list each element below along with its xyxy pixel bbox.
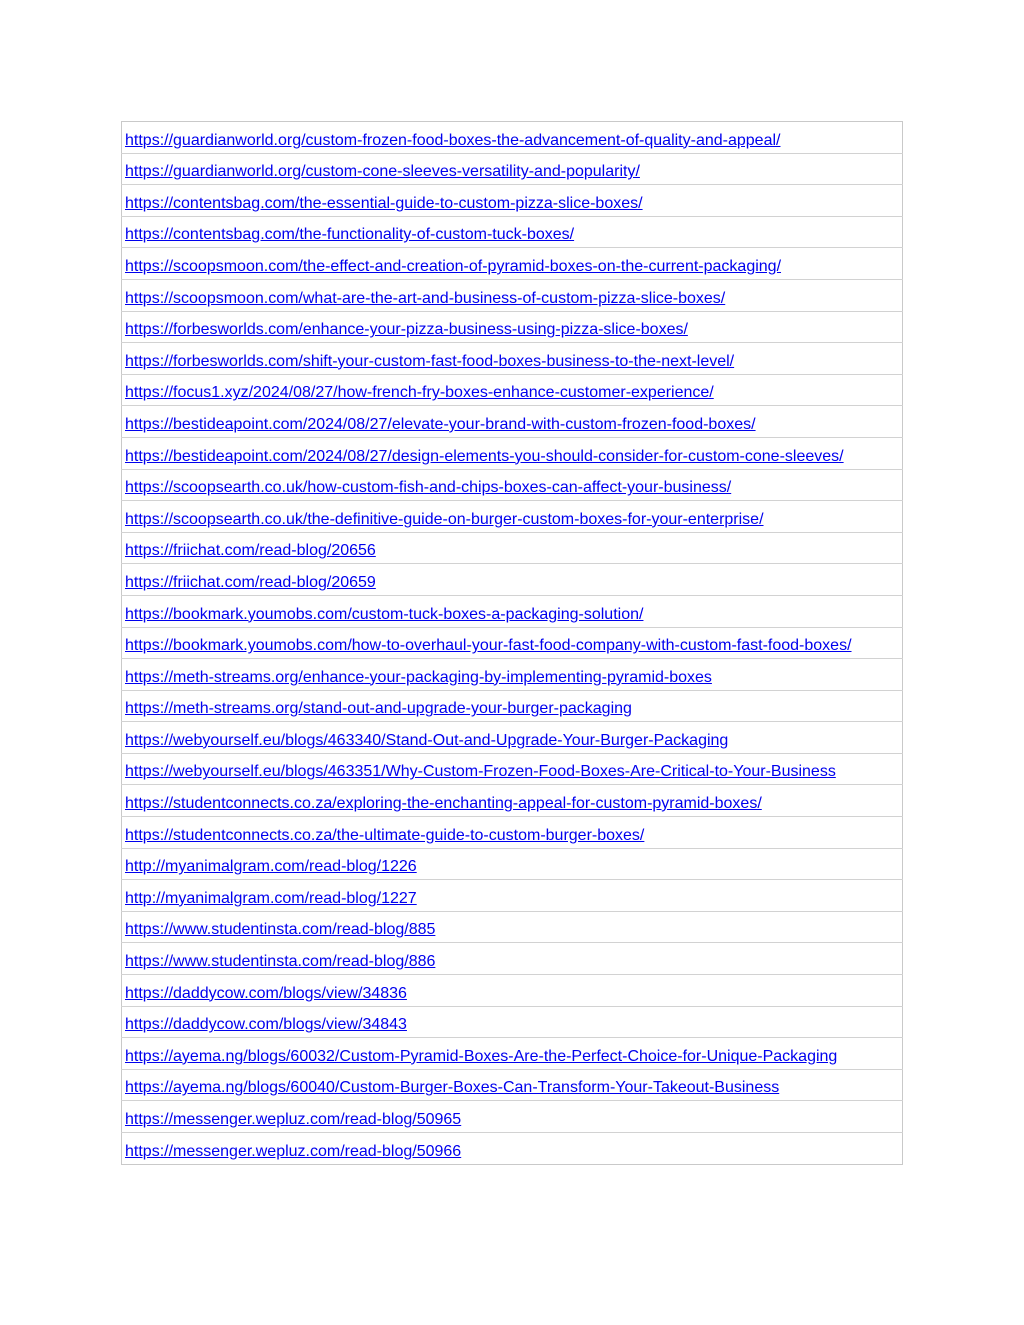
table-row xyxy=(122,248,903,280)
table-row xyxy=(122,880,903,912)
table-cell xyxy=(122,911,903,943)
link-9[interactable]: https://bestideapoint.com/2024/08/27/elevate-your-brand-with-custom-frozen-food-boxes/ xyxy=(125,415,756,433)
table-cell xyxy=(122,1101,903,1133)
table-cell xyxy=(122,1133,903,1165)
link-5[interactable]: https://scoopsmoon.com/what-are-the-art-and-business-of-custom-pizza-slice-boxes/ xyxy=(125,289,726,307)
table-row xyxy=(122,785,903,817)
table-cell xyxy=(122,406,903,438)
table-row xyxy=(122,216,903,248)
table-row xyxy=(122,753,903,785)
table-cell xyxy=(122,1069,903,1101)
table-cell xyxy=(122,343,903,375)
table-cell xyxy=(122,469,903,501)
link-16[interactable]: https://bookmark.youmobs.com/how-to-overhaul-your-fast-food-company-with-custom-fast-food-boxes/ xyxy=(125,637,852,655)
link-4[interactable]: https://scoopsmoon.com/the-effect-and-creation-of-pyramid-boxes-on-the-current-packaging/ xyxy=(125,257,782,275)
table-row xyxy=(122,817,903,849)
table-row xyxy=(122,532,903,564)
link-6[interactable]: https://forbesworlds.com/enhance-your-pizza-business-using-pizza-slice-boxes/ xyxy=(125,321,688,339)
table-row xyxy=(122,185,903,217)
table-cell xyxy=(122,975,903,1007)
link-2[interactable]: https://contentsbag.com/the-essential-guide-to-custom-pizza-slice-boxes/ xyxy=(125,194,643,212)
link-28[interactable]: https://daddycow.com/blogs/view/34843 xyxy=(125,1016,407,1034)
table-cell xyxy=(122,248,903,280)
table-cell xyxy=(122,817,903,849)
table-cell xyxy=(122,1006,903,1038)
link-30[interactable]: https://ayema.ng/blogs/60040/Custom-Burger-Boxes-Can-Transform-Your-Takeout-Business xyxy=(125,1079,780,1097)
table-cell xyxy=(122,311,903,343)
link-25[interactable]: https://www.studentinsta.com/read-blog/885 xyxy=(125,921,436,939)
table-cell xyxy=(122,374,903,406)
link-26[interactable]: https://www.studentinsta.com/read-blog/886 xyxy=(125,953,436,971)
table-row xyxy=(122,1038,903,1070)
table-row xyxy=(122,848,903,880)
link-table xyxy=(121,121,903,1165)
table-cell xyxy=(122,848,903,880)
table-row xyxy=(122,975,903,1007)
table-row xyxy=(122,153,903,185)
table-row xyxy=(122,1101,903,1133)
link-22[interactable]: https://studentconnects.co.za/the-ultimate-guide-to-custom-burger-boxes/ xyxy=(125,826,645,844)
link-31[interactable]: https://messenger.wepluz.com/read-blog/50965 xyxy=(125,1111,462,1128)
table-cell xyxy=(122,185,903,217)
table-cell xyxy=(122,785,903,817)
table-row xyxy=(122,690,903,722)
table-row xyxy=(122,437,903,469)
table-row xyxy=(122,722,903,754)
table-cell xyxy=(122,722,903,754)
link-table-body xyxy=(122,122,903,1165)
table-cell xyxy=(122,690,903,722)
table-cell xyxy=(122,880,903,912)
table-row xyxy=(122,595,903,627)
table-row xyxy=(122,501,903,533)
table-row xyxy=(122,1133,903,1165)
table-cell xyxy=(122,659,903,691)
table-row xyxy=(122,469,903,501)
table-row xyxy=(122,343,903,375)
link-11[interactable]: https://scoopsearth.co.uk/how-custom-fish-and-chips-boxes-can-affect-your-business/ xyxy=(125,479,732,497)
link-14[interactable]: https://friichat.com/read-blog/20659 xyxy=(125,573,376,591)
link-3[interactable]: https://contentsbag.com/the-functionality-of-custom-tuck-boxes/ xyxy=(125,226,575,244)
link-1[interactable]: https://guardianworld.org/custom-cone-sleeves-versatility-and-popularity/ xyxy=(125,163,640,181)
table-row xyxy=(122,406,903,438)
table-cell xyxy=(122,153,903,185)
table-cell xyxy=(122,279,903,311)
table-cell xyxy=(122,564,903,596)
table-row xyxy=(122,943,903,975)
table-cell xyxy=(122,216,903,248)
link-21[interactable]: https://studentconnects.co.za/exploring-the-enchanting-appeal-for-custom-pyramid-boxes/ xyxy=(125,795,762,813)
table-cell xyxy=(122,627,903,659)
table-row xyxy=(122,311,903,343)
table-cell xyxy=(122,501,903,533)
link-18[interactable]: https://meth-streams.org/stand-out-and-upgrade-your-burger-packaging xyxy=(125,700,632,718)
table-cell xyxy=(122,1038,903,1070)
table-row xyxy=(122,279,903,311)
table-row xyxy=(122,564,903,596)
link-13[interactable]: https://friichat.com/read-blog/20656 xyxy=(125,542,376,560)
table-cell xyxy=(122,753,903,785)
table-row xyxy=(122,122,903,154)
table-row xyxy=(122,627,903,659)
link-24[interactable]: http://myanimalgram.com/read-blog/1227 xyxy=(125,889,417,907)
link-15[interactable]: https://bookmark.youmobs.com/custom-tuck-boxes-a-packaging-solution/ xyxy=(125,605,644,623)
link-8[interactable]: https://focus1.xyz/2024/08/27/how-french-fry-boxes-enhance-customer-experience/ xyxy=(125,384,714,402)
link-12[interactable]: https://scoopsearth.co.uk/the-definitive-guide-on-burger-custom-boxes-for-your-enterprise/ xyxy=(125,510,764,528)
link-7[interactable]: https://forbesworlds.com/shift-your-custom-fast-food-boxes-business-to-the-next-level/ xyxy=(125,352,735,370)
table-cell xyxy=(122,437,903,469)
table-cell xyxy=(122,943,903,975)
table-cell xyxy=(122,122,903,154)
table-row xyxy=(122,374,903,406)
link-29[interactable]: https://ayema.ng/blogs/60032/Custom-Pyramid-Boxes-Are-the-Perfect-Choice-for-Unique-Packaging xyxy=(125,1047,838,1065)
link-19[interactable]: https://webyourself.eu/blogs/463340/Stand-Out-and-Upgrade-Your-Burger-Packaging xyxy=(125,731,729,749)
link-20[interactable]: https://webyourself.eu/blogs/463351/Why-Custom-Frozen-Food-Boxes-Are-Critical-to-Your-Business xyxy=(125,763,836,781)
link-10[interactable]: https://bestideapoint.com/2024/08/27/design-elements-you-should-consider-for-custom-cone-sleeves/ xyxy=(125,447,844,465)
table-row xyxy=(122,1006,903,1038)
link-0[interactable]: https://guardianworld.org/custom-frozen-food-boxes-the-advancement-of-quality-and-appeal/ xyxy=(125,131,781,149)
table-row xyxy=(122,911,903,943)
link-32[interactable]: https://messenger.wepluz.com/read-blog/50966 xyxy=(125,1142,462,1160)
table-row xyxy=(122,659,903,691)
link-27[interactable]: https://daddycow.com/blogs/view/34836 xyxy=(125,984,407,1002)
link-23[interactable]: http://myanimalgram.com/read-blog/1226 xyxy=(125,858,417,876)
table-cell xyxy=(122,595,903,627)
table-row xyxy=(122,1069,903,1101)
link-17[interactable]: https://meth-streams.org/enhance-your-packaging-by-implementing-pyramid-boxes xyxy=(125,668,712,686)
table-cell xyxy=(122,532,903,564)
